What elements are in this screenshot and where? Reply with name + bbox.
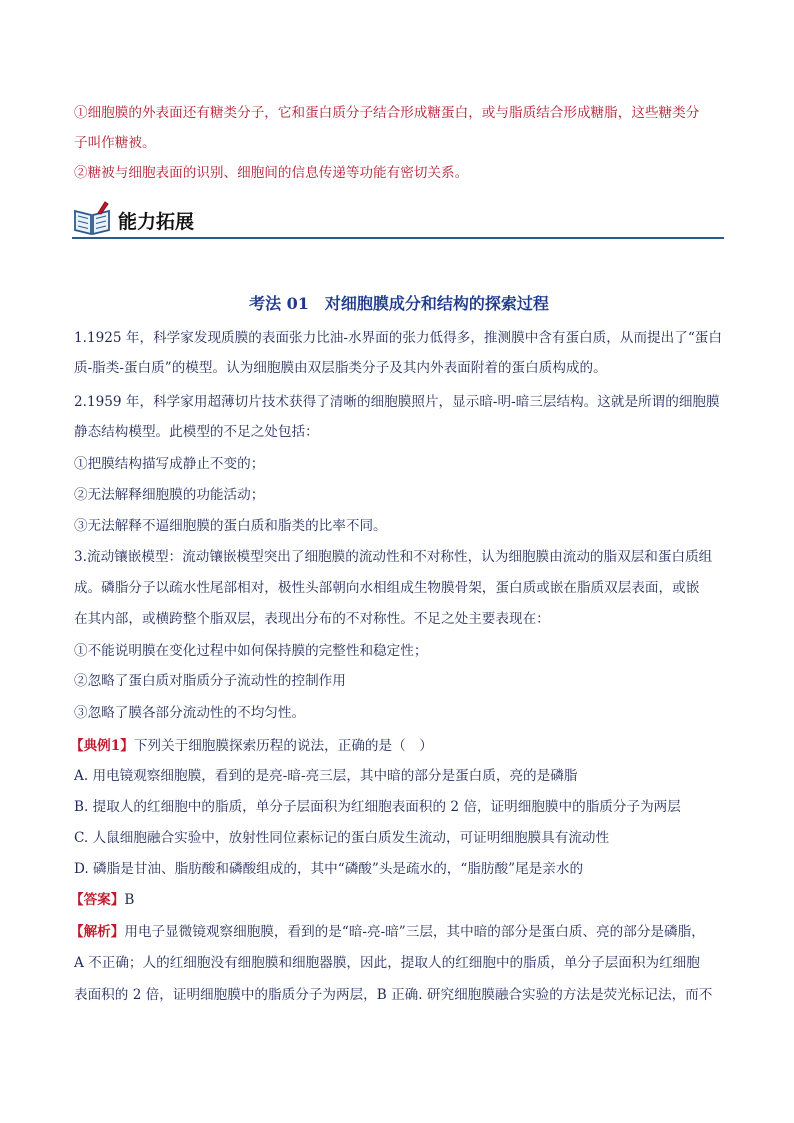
answer-row [70,890,720,910]
intro-line-1: ①细胞膜的外表面还有糖类分子，它和蛋白质分子结合形成糖蛋白，或与脂质结合形成糖脂，这些糖类分 [74,105,700,121]
book-icon [72,201,112,237]
analysis-line-1 [70,922,720,942]
section-header [72,199,724,241]
p3-line-2: 成。磷脂分子以疏水性尾部相对，极性头部朝向水相组成生物膜骨架，蛋白质或嵌在脂质双层表面，或嵌 [74,580,700,596]
intro-line-2: 子叫作糖被。 [74,135,156,151]
analysis-line-3: 表面积的 2 倍，证明细胞膜中的脂质分子为两层，B 正确. 研究细胞膜融合实验的方法是荧光标记法，而不 [74,987,713,1003]
option-b: B. 提取人的红细胞中的脂质，单分子层面积为红细胞表面积的 2 倍，证明细胞膜中的脂质分子为两层 [74,799,681,815]
example-label: 【典例1】 [70,738,134,754]
answer-value: B [124,892,135,908]
option-c: C. 人鼠细胞融合实验中，放射性同位素标记的蛋白质发生流动，可证明细胞膜具有流动性 [74,830,610,846]
p1-line-2: 质-脂类-蛋白质”的模型。认为细胞膜由双层脂类分子及其内外表面附着的蛋白质构成的。 [74,360,607,376]
p2-line-2: 静态结构模型。此模型的不足之处包括： [74,424,319,440]
p3-item-1: ①不能说明膜在变化过程中如何保持膜的完整性和稳定性； [74,643,428,659]
option-d: D. 磷脂是甘油、脂肪酸和磷酸组成的，其中“磷酸”头是疏水的，“脂肪酸”尾是亲水的 [74,861,584,877]
analysis-line-2: A 不正确；人的红细胞没有细胞膜和细胞器膜，因此，提取人的红细胞中的脂质，单分子层面积为红细胞 [74,955,700,971]
p3-item-3: ③忽略了膜各部分流动性的不均匀性。 [74,705,306,721]
p2-line-1: 2.1959 年，科学家用超薄切片技术获得了清晰的细胞膜照片，显示暗-明-暗三层结构。这就是所谓的细胞膜 [74,394,720,410]
example-question [70,736,720,756]
p1-line-1: 1.1925 年，科学家发现质膜的表面张力比油-水界面的张力低得多，推测膜中含有蛋白质，从而提出了“蛋白 [74,330,722,346]
intro-line-3: ②糖被与细胞表面的识别、细胞间的信息传递等功能有密切关系。 [74,165,469,181]
answer-label: 【答案】 [70,892,125,908]
topic-title: 考法 01 对细胞膜成分和结构的探索过程 [249,294,549,313]
p2-item-3: ③无法解释不逼细胞膜的蛋白质和脂类的比率不同。 [74,518,387,534]
p3-line-1: 3.流动镶嵌模型：流动镶嵌模型突出了细胞膜的流动性和不对称性，认为细胞膜由流动的脂双层和蛋白质组 [74,549,713,565]
example-question-text: 下列关于细胞膜探索历程的说法，正确的是（ ） [133,738,433,754]
section-rule [72,237,724,239]
analysis-label: 【解析】 [70,924,125,940]
p2-item-1: ①把膜结构描写成静止不变的； [74,456,265,472]
analysis-text-1: 用电子显微镜观察细胞膜，看到的是“暗-亮-暗”三层，其中暗的部分是蛋白质、亮的部分是磷脂， [124,924,705,940]
p3-item-2: ②忽略了蛋白质对脂质分子流动性的控制作用 [74,673,346,689]
section-title: 能力拓展 [118,211,195,233]
p2-item-2: ②无法解释细胞膜的功能活动； [74,487,265,503]
option-a: A. 用电镜观察细胞膜，看到的是亮-暗-亮三层，其中暗的部分是蛋白质，亮的是磷脂 [74,768,578,784]
p3-line-3: 在其内部，或横跨整个脂双层，表现出分布的不对称性。不足之处主要表现在： [74,611,550,627]
